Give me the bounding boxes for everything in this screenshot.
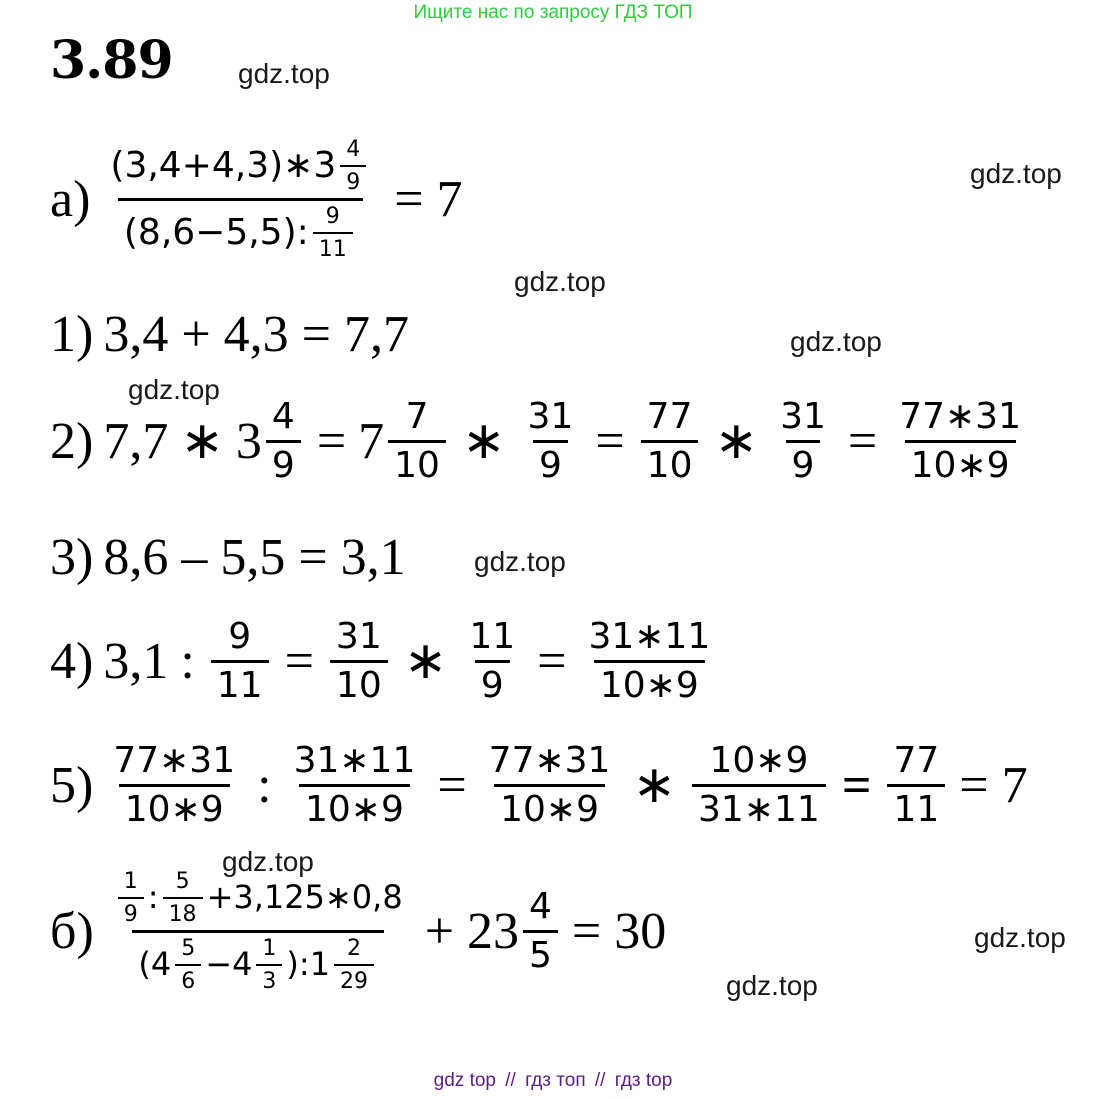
part-b-denominator-minus: −4 [205, 945, 253, 984]
part-a-numerator-fraction [340, 138, 366, 194]
equals-sign: = [316, 412, 347, 470]
fraction-numerator: 31 [780, 396, 826, 437]
fraction [163, 870, 203, 926]
fraction-numerator: 11 [469, 616, 516, 657]
fraction-numerator: 9 [325, 204, 340, 230]
step-2-label: 2) [50, 412, 94, 470]
part-b-denominator [132, 930, 384, 993]
colon-sign: : [147, 878, 159, 917]
fraction-denominator: 10 [388, 440, 446, 485]
fraction-denominator: 10 [330, 660, 388, 705]
step-4-label: 4) [50, 632, 94, 690]
fraction [523, 888, 558, 975]
step-5-label: 5) [50, 756, 94, 814]
fraction [774, 398, 832, 485]
fraction-numerator: 77∗31 [113, 740, 236, 781]
fraction-denominator: 6 [175, 964, 201, 993]
part-a-line [50, 138, 463, 261]
step-3-line [50, 528, 406, 587]
fraction [256, 937, 282, 993]
fraction-denominator: 9 [266, 440, 301, 485]
fraction-numerator: 77∗31 [488, 740, 611, 781]
fraction [118, 870, 144, 926]
part-b-denominator-open: (4 [138, 945, 172, 984]
fraction-denominator: 9 [118, 897, 144, 926]
part-b-denominator-close: ):1 [286, 945, 331, 984]
fraction-denominator: 10∗9 [119, 784, 230, 829]
fraction-denominator: 9 [475, 660, 510, 705]
fraction-numerator: 77 [646, 396, 693, 437]
fraction-denominator: 11 [211, 660, 269, 705]
multiply-sign: ∗ [632, 757, 677, 815]
fraction [887, 742, 945, 829]
fraction-numerator: 4 [529, 886, 552, 928]
footer-separator: // [505, 1070, 516, 1091]
fraction-numerator: 9 [228, 616, 252, 657]
fraction-denominator: 10∗9 [494, 784, 605, 829]
footer-separator: // [594, 1070, 606, 1091]
step-2-line [50, 398, 1031, 485]
part-a-denominator-fraction [313, 205, 353, 261]
fraction-numerator: 5 [175, 869, 190, 894]
fraction-numerator: 31∗11 [293, 740, 416, 781]
step-4-value: 3,1 [103, 632, 169, 690]
part-a-label: а) [50, 171, 91, 229]
fraction [582, 618, 716, 705]
problem-number: 3.89 [50, 30, 173, 91]
fraction-numerator: 31 [335, 616, 382, 657]
fraction [388, 398, 446, 485]
step-5-result: = 7 [959, 756, 1028, 814]
fraction-numerator: 77 [893, 740, 940, 781]
fraction [893, 398, 1027, 485]
colon-sign: : [180, 632, 195, 690]
fraction [522, 398, 580, 485]
fraction-denominator: 9 [786, 440, 821, 485]
mixed-number [236, 398, 305, 485]
fraction-denominator: 10∗9 [299, 784, 410, 829]
part-b-numerator-text: +3,125∗0,8 [206, 878, 403, 917]
fraction-denominator: 5 [523, 930, 558, 975]
fraction [641, 398, 699, 485]
fraction [330, 618, 388, 705]
watermark: gdz.top [238, 58, 330, 89]
fraction-denominator: 18 [163, 897, 203, 926]
part-b-plus: + 23 [424, 903, 520, 961]
fraction-denominator: 11 [887, 784, 945, 829]
top-banner[interactable]: Ищите нас по запросу ГДЗ ТОП [413, 2, 693, 23]
multiply-sign: ∗ [403, 633, 448, 691]
equals-sign: = [284, 632, 314, 690]
fraction [463, 618, 521, 705]
colon-sign: : [257, 756, 272, 814]
fraction [266, 398, 301, 485]
watermark: gdz.top [970, 158, 1062, 189]
part-b-main-fraction [108, 870, 409, 993]
step-1-expression: 3,4 + 4,3 = 7,7 [103, 306, 409, 363]
watermark: gdz.top [474, 546, 566, 577]
fraction-numerator: 2 [347, 936, 362, 962]
mixed-whole: 7 [358, 412, 385, 470]
multiply-sign: ∗ [180, 413, 224, 471]
step-3-expression: 8,6 – 5,5 = 3,1 [103, 529, 406, 586]
fraction [288, 742, 422, 829]
watermark: gdz.top [974, 922, 1066, 953]
fraction-numerator: 10∗9 [709, 740, 809, 781]
fraction [107, 742, 241, 829]
footer-link[interactable]: гдз top [614, 1070, 673, 1091]
fraction-denominator: 3 [256, 964, 282, 993]
fraction [483, 742, 617, 829]
fraction-denominator: 10∗9 [594, 660, 705, 705]
part-b-numerator [108, 870, 409, 930]
part-a-main-fraction [104, 138, 376, 261]
footer-link[interactable]: гдз топ [525, 1070, 586, 1091]
multiply-sign: ∗ [714, 413, 759, 471]
fraction-numerator: 7 [405, 396, 429, 437]
step-4-line [50, 618, 720, 705]
fraction-denominator: 9 [340, 165, 366, 194]
fraction-numerator: 31 [527, 396, 574, 437]
watermark: gdz.top [726, 970, 818, 1001]
watermark: gdz.top [514, 266, 606, 297]
equals-sign: = [537, 632, 567, 690]
part-a-denominator [118, 198, 363, 261]
equals-sign: = [595, 412, 625, 470]
fraction [175, 937, 201, 993]
fraction-numerator: 1 [123, 869, 138, 894]
part-a-numerator [104, 138, 376, 198]
fraction [211, 618, 269, 705]
equals-sign: = [841, 756, 872, 814]
fraction-numerator: 77∗31 [899, 396, 1021, 437]
equals-sign: = [847, 412, 878, 470]
equals-sign: = [437, 756, 467, 814]
mixed-whole: 3 [235, 412, 262, 470]
step-1-label: 1) [50, 306, 94, 363]
mixed-number [358, 398, 450, 485]
watermark: gdz.top [222, 846, 314, 877]
fraction-denominator: 31∗11 [692, 784, 826, 829]
part-a-result: = 7 [394, 171, 463, 229]
fraction [334, 937, 374, 993]
fraction-numerator: 31∗11 [588, 616, 711, 657]
part-b-line [50, 870, 666, 993]
fraction-denominator: 10∗9 [905, 440, 1016, 485]
fraction-numerator: 4 [346, 137, 361, 162]
footer-link[interactable]: gdz top [433, 1070, 496, 1091]
fraction-denominator: 29 [334, 964, 374, 993]
step-5-line [50, 742, 1028, 829]
footer-links [0, 1070, 1106, 1092]
multiply-sign: ∗ [461, 413, 506, 471]
watermark: gdz.top [790, 326, 882, 357]
step-2-value: 7,7 [103, 412, 169, 470]
part-a-numerator-text: (3,4+4,3)∗3 [110, 145, 337, 187]
part-a-denominator-text: (8,6−5,5): [123, 212, 309, 254]
step-1-line [50, 305, 409, 364]
part-b-label: б) [50, 903, 94, 961]
fraction-denominator: 9 [533, 440, 568, 485]
fraction-numerator: 1 [262, 936, 277, 962]
watermark: gdz.top [128, 374, 220, 405]
fraction [692, 742, 826, 829]
fraction-denominator: 11 [313, 232, 353, 261]
fraction-numerator: 4 [271, 396, 295, 437]
fraction-denominator: 10 [641, 440, 699, 485]
part-b-result: = 30 [571, 903, 667, 961]
fraction-numerator: 5 [181, 936, 196, 962]
step-3-label: 3) [50, 529, 94, 586]
